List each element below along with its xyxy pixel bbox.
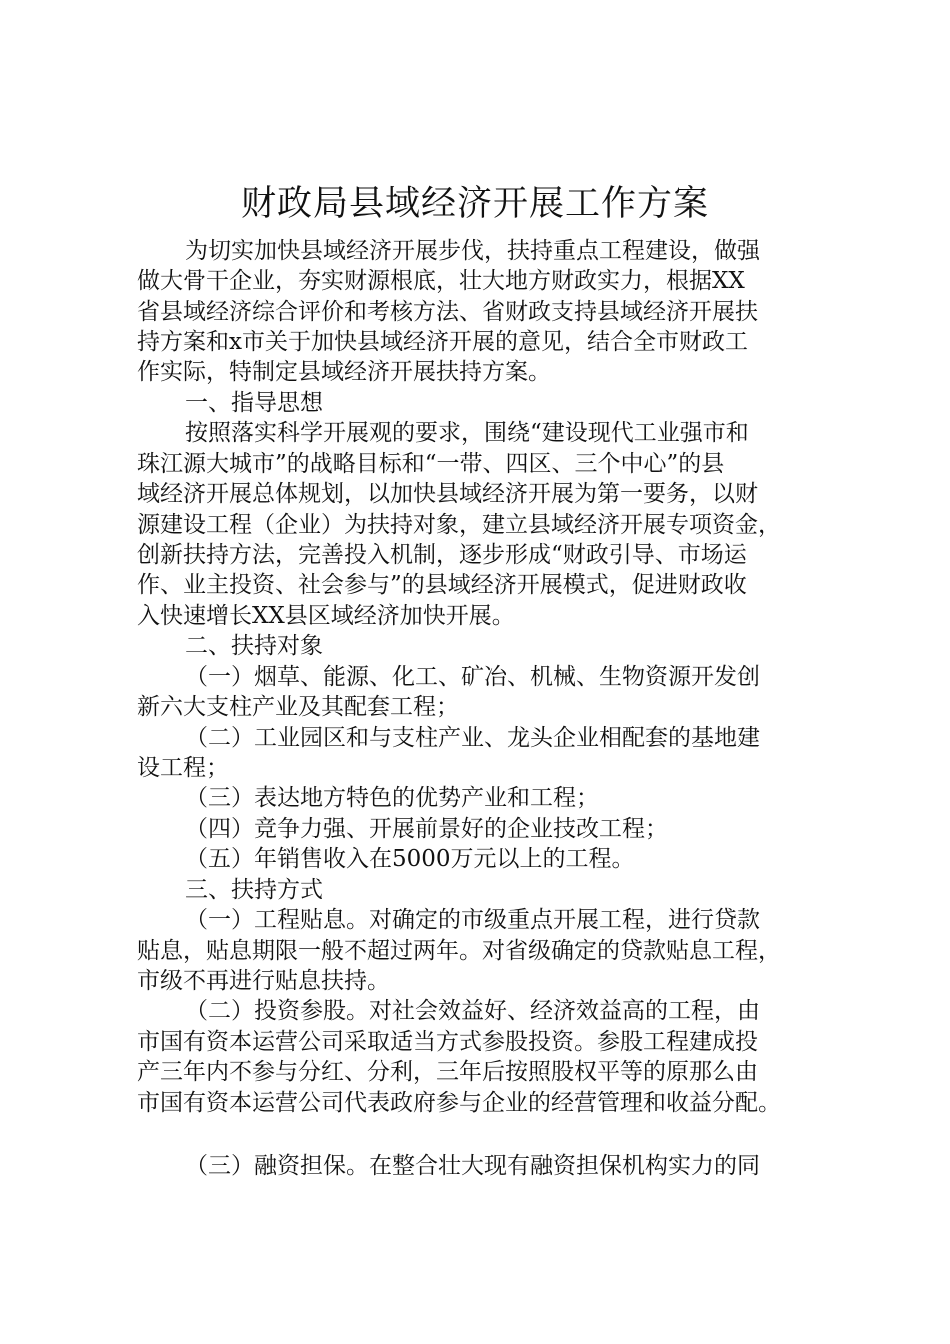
text-line: 为切实加快县域经济开展步伐，扶持重点工程建设，做强 (185, 238, 760, 264)
text-line: 新六大支柱产业及其配套工程； (137, 694, 459, 720)
text-line: （一）烟草、能源、化工、矿冶、机械、生物资源开发创 (185, 664, 760, 690)
document-title: 财政局县域经济开展工作方案 (240, 184, 709, 224)
text-line: 产三年内不参与分红、分利，三年后按照股权平等的原那么由 (137, 1059, 758, 1085)
text-line: （一）工程贴息。对确定的市级重点开展工程，进行贷款 (185, 907, 760, 933)
text-line: （二）工业园区和与支柱产业、龙头企业相配套的基地建 (185, 725, 760, 751)
text-line: （五）年销售收入在5000万元以上的工程。 (185, 846, 635, 872)
text-line: 按照落实科学开展观的要求，围绕“建设现代工业强市和 (185, 420, 749, 446)
text-line: （二）投资参股。对社会效益好、经济效益高的工程，由 (185, 998, 760, 1024)
text-line: 珠江源大城市”的战略目标和“一带、四区、三个中心”的县 (137, 451, 725, 477)
text-line: 市国有资本运营公司代表政府参与企业的经营管理和收益分配。 (137, 1090, 781, 1116)
text-line: 入快速增长XX县区域经济加快开展。 (137, 603, 515, 629)
text-line: （四）竞争力强、开展前景好的企业技改工程； (185, 816, 668, 842)
text-line: 创新扶持方法，完善投入机制，逐步形成“财政引导、市场运 (137, 542, 747, 568)
text-line: 作实际，特制定县域经济开展扶持方案。 (137, 359, 551, 385)
text-line: 市级不再进行贴息扶持。 (137, 968, 390, 994)
text-line: 市国有资本运营公司采取适当方式参股投资。参股工程建成投 (137, 1029, 758, 1055)
section-heading: 二、扶持对象 (185, 633, 323, 659)
text-line: （三）表达地方特色的优势产业和工程； (185, 785, 599, 811)
text-line: 源建设工程（企业）为扶持对象，建立县域经济开展专项资金， (137, 512, 781, 538)
text-line: 域经济开展总体规划，以加快县域经济开展为第一要务，以财 (137, 481, 758, 507)
section-heading: 三、扶持方式 (185, 877, 323, 903)
text-line: 省县域经济综合评价和考核方法、省财政支持县域经济开展扶 (137, 299, 758, 325)
text-line: 做大骨干企业，夯实财源根底，壮大地方财政实力，根据XX (137, 268, 745, 294)
text-line: 作、业主投资、社会参与”的县域经济开展模式，促进财政收 (137, 572, 747, 598)
text-line: 持方案和x市关于加快县域经济开展的意见，结合全市财政工 (137, 329, 748, 355)
section-heading: 一、指导思想 (185, 390, 323, 416)
text-line: 贴息，贴息期限一般不超过两年。对省级确定的贷款贴息工程， (137, 938, 781, 964)
text-line: 设工程； (137, 755, 229, 781)
text-line: （三）融资担保。在整合壮大现有融资担保机构实力的同 (185, 1153, 760, 1179)
